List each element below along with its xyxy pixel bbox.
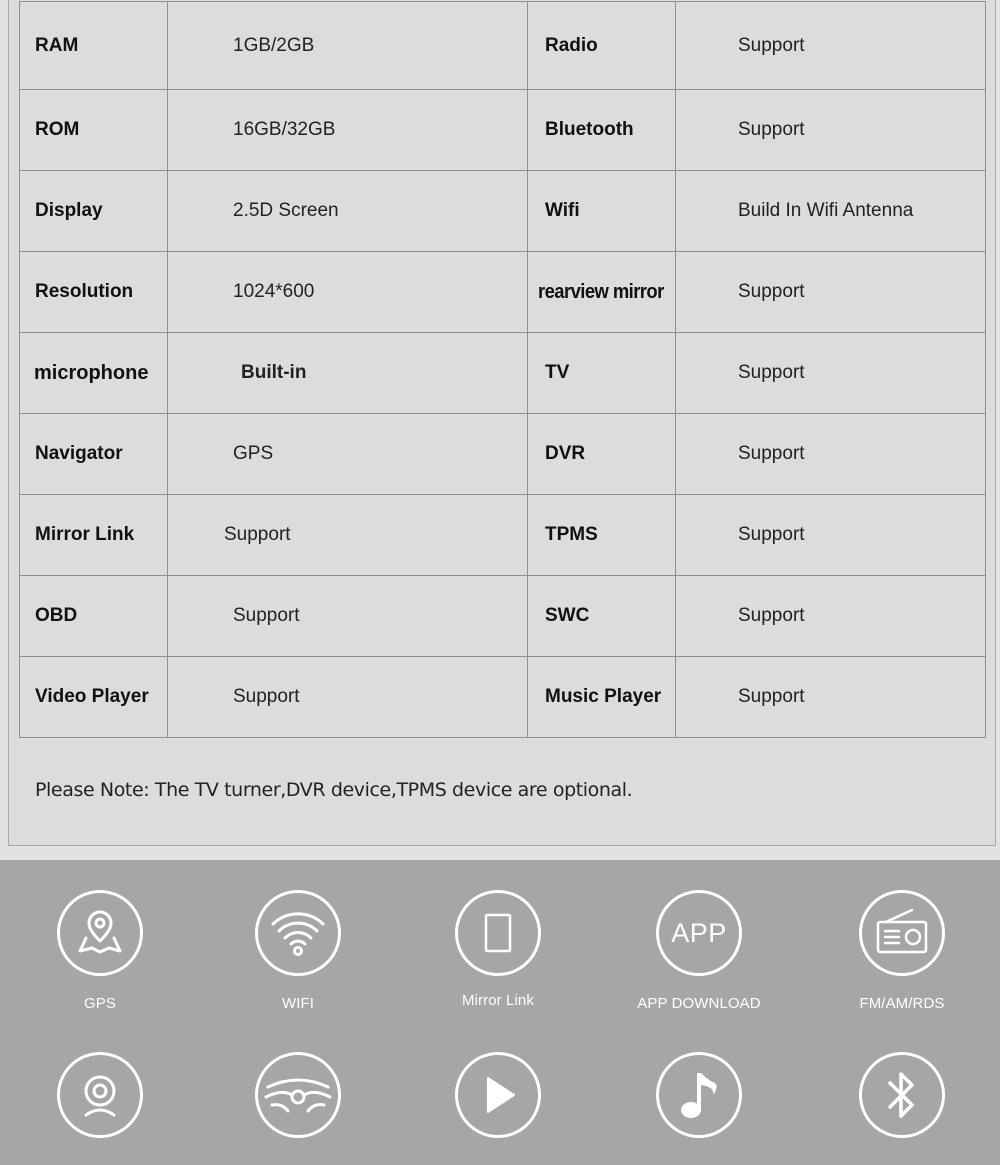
feature-app-download [609,890,789,1012]
spec-key: Display [20,171,168,252]
camera-icon [57,1052,143,1138]
spec-value: Support [676,657,986,738]
feature-bluetooth [812,1052,992,1138]
app-icon [656,890,742,976]
spec-key: DVR [528,414,676,495]
phone-icon [455,890,541,976]
feature-steering-wheel [208,1052,388,1138]
feature-label: Mirror Link [462,992,534,1009]
spec-value: Support [676,252,986,333]
spec-value: 2.5D Screen [168,171,528,252]
spec-table [19,1,986,738]
spec-value: Support [676,333,986,414]
radio-icon [859,890,945,976]
spec-key-text: rearview mirror [538,280,664,303]
spec-value: Support [676,2,986,90]
table-row [20,2,986,90]
spec-key: Resolution [20,252,168,333]
table-row [20,171,986,252]
feature-video [408,1052,588,1138]
spec-value: Support [676,90,986,171]
spec-key: Radio [528,2,676,90]
spec-value: 16GB/32GB [168,90,528,171]
feature-gps [10,890,190,1012]
feature-music [609,1052,789,1138]
spec-value: GPS [168,414,528,495]
feature-label: FM/AM/RDS [859,995,945,1012]
spec-value: Support [676,576,986,657]
spec-value: Support [168,657,528,738]
spec-panel [8,0,996,846]
spec-key: Mirror Link [20,495,168,576]
table-row [20,495,986,576]
table-row [20,90,986,171]
feature-radio [812,890,992,1012]
feature-label: APP DOWNLOAD [637,995,761,1012]
features-panel [0,860,1000,1165]
gps-pin-icon [57,890,143,976]
spec-key: Bluetooth [528,90,676,171]
spec-key: Music Player [528,657,676,738]
table-row [20,576,986,657]
spec-value: Support [168,576,528,657]
spec-key: Video Player [20,657,168,738]
spec-value: Support [676,495,986,576]
spec-value: 1024*600 [168,252,528,333]
feature-wifi [208,890,388,1012]
table-row [20,657,986,738]
feature-camera [10,1052,190,1138]
app-glyph: APP [671,917,727,948]
table-row [20,414,986,495]
feature-label: GPS [84,995,116,1012]
spec-key: Wifi [528,171,676,252]
bluetooth-icon [859,1052,945,1138]
feature-mirror-link [408,890,588,1009]
spec-value: Support [676,414,986,495]
wifi-icon [255,890,341,976]
spec-key: OBD [20,576,168,657]
spec-value: Support [168,495,528,576]
table-row [20,252,986,333]
feature-label: WIFI [281,995,315,1012]
spec-key: ROM [20,90,168,171]
spec-key: TPMS [528,495,676,576]
spec-value: Built-in [168,333,528,414]
spec-key: microphone [20,333,168,414]
table-row [20,333,986,414]
spec-key: RAM [20,2,168,90]
optional-note: Please Note: The TV turner,DVR device,TPMS device are optional. [35,779,633,801]
spec-key [528,252,676,333]
steering-wheel-icon [255,1052,341,1138]
spec-value: 1GB/2GB [168,2,528,90]
spec-key: Navigator [20,414,168,495]
spec-value: Build In Wifi Antenna [676,171,986,252]
spec-key: TV [528,333,676,414]
play-icon [455,1052,541,1138]
spec-key: SWC [528,576,676,657]
music-note-icon [656,1052,742,1138]
